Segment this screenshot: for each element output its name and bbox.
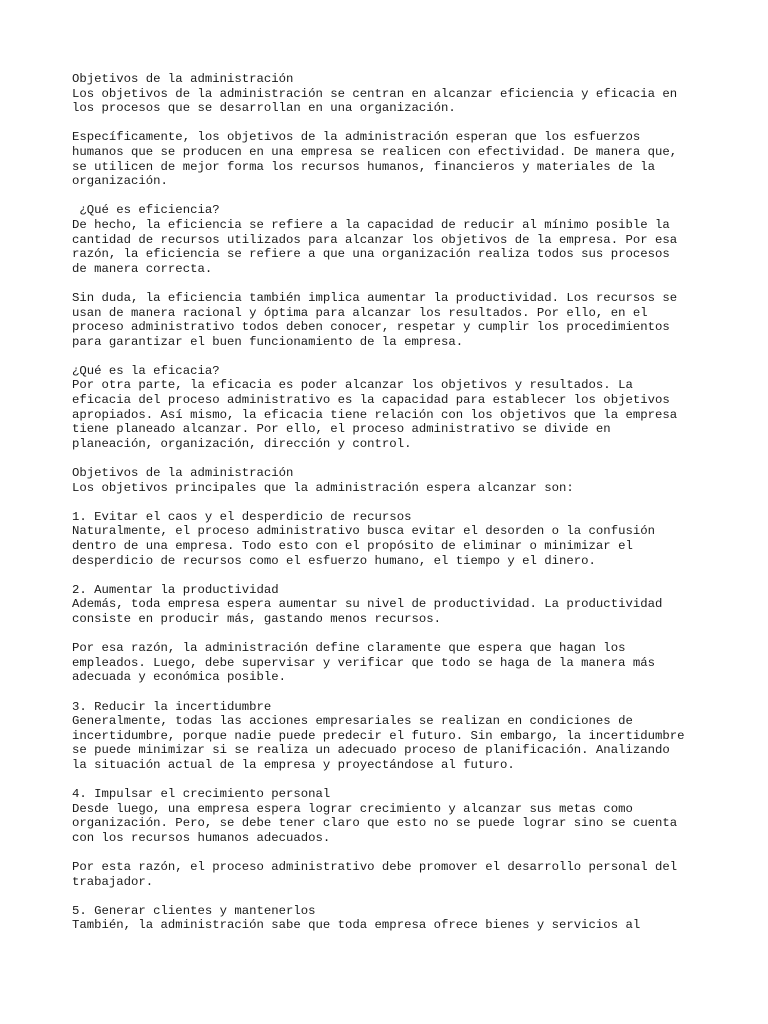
text-line: 4. Impulsar el crecimiento personal [72,787,331,802]
paragraph [72,787,712,845]
text-line: usan de manera racional y óptima para alcanzar los resultados. Por ello, en el [72,305,648,320]
text-line: se puede minimizar si se realiza un adecuado proceso de planificación. Analizando [72,743,670,758]
text-line: desperdicio de recursos como el esfuerzo humano, el tiempo y el dinero. [72,553,596,568]
paragraph [72,466,712,495]
text-line: adecuada y económica posible. [72,670,287,685]
paragraph [72,641,712,685]
text-line: tiene planeado alcanzar. Por ello, el proceso administrativo se divide en [72,422,611,437]
paragraph [72,203,712,276]
paragraph [72,860,712,889]
text-line: de manera correcta. [72,261,213,276]
text-line: Los objetivos principales que la administración espera alcanzar son: [72,480,574,495]
text-line: incertidumbre, porque nadie puede predecir el futuro. Sin embargo, la incertidumbre [72,728,685,743]
text-line: dentro de una empresa. Todo esto con el propósito de eliminar o minimizar el [72,539,633,553]
text-line: eficacia del proceso administrativo es la capacidad para establecer los objetivos [72,393,670,408]
text-line: empleados. Luego, debe supervisar y verificar que todo se haga de la manera más [72,655,655,670]
paragraph [72,510,712,568]
text-line: Naturalmente, el proceso administrativo busca evitar el desorden o la confusión [72,524,655,539]
text-line: los procesos que se desarrollan en una organización. [72,101,456,116]
text-line: organización. [72,174,168,189]
text-line: se utilicen de mejor forma los recursos humanos, financieros y materiales de la [72,159,655,174]
text-line: Objetivos de la administración [72,72,294,86]
text-line: También, la administración sabe que toda empresa ofrece bienes y servicios al [72,918,641,933]
text-line: 3. Reducir la incertidumbre [72,699,272,714]
text-line: De hecho, la eficiencia se refiere a la capacidad de reducir al mínimo posible la [72,217,670,232]
text-line: Por esa razón, la administración define claramente que espera que hagan los [72,641,626,656]
text-line: Objetivos de la administración [72,466,294,481]
text-line: Los objetivos de la administración se centran en alcanzar eficiencia y eficacia en [72,86,678,101]
paragraph [72,583,712,627]
text-line: organización. Pero, se debe tener claro que esto no se puede lograr sino se cuenta [72,816,678,831]
text-line: 5. Generar clientes y mantenerlos [72,903,316,918]
text-line: razón, la eficiencia se refiere a que una organización realiza todos sus procesos [72,247,670,262]
paragraph [72,291,712,349]
text-line: ¿Qué es eficiencia? [72,203,220,218]
text-line: planeación, organización, dirección y control. [72,436,412,451]
paragraph [72,72,712,116]
text-line: humanos que se producen en una empresa se realicen con efectividad. De manera que, [72,144,678,159]
text-line: con los recursos humanos adecuados. [72,830,331,845]
text-line: la situación actual de la empresa y proyectándose al futuro. [72,757,515,772]
text-line: Por otra parte, la eficacia es poder alcanzar los objetivos y resultados. La [72,378,633,393]
text-line: Sin duda, la eficiencia también implica aumentar la productividad. Los recursos se [72,290,678,305]
text-line: Además, toda empresa espera aumentar su nivel de productividad. La productividad [72,597,663,612]
paragraph [72,904,712,933]
text-line: Por esta razón, el proceso administrativo debe promover el desarrollo personal del [72,860,678,875]
text-line: 2. Aumentar la productividad [72,582,279,597]
text-line: para garantizar el buen funcionamiento de la empresa. [72,334,464,349]
text-line: trabajador. [72,874,154,889]
document-body [72,72,712,948]
paragraph [72,130,712,188]
text-line: cantidad de recursos utilizados para alcanzar los objetivos de la empresa. Por esa [72,232,678,247]
text-line: Generalmente, todas las acciones empresariales se realizan en condiciones de [72,714,633,729]
paragraph [72,364,712,452]
text-line: Específicamente, los objetivos de la administración esperan que los esfuerzos [72,130,641,145]
text-line: proceso administrativo todos deben conocer, respetar y cumplir los procedimientos [72,320,670,335]
text-line: 1. Evitar el caos y el desperdicio de recursos [72,509,412,524]
text-line: apropiados. Así mismo, la eficacia tiene relación con los objetivos que la empresa [72,407,678,422]
paragraph [72,700,712,773]
text-line: consiste en producir más, gastando menos recursos. [72,611,441,626]
text-line: ¿Qué es la eficacia? [72,363,220,378]
text-line: Desde luego, una empresa espera lograr crecimiento y alcanzar sus metas como [72,801,633,816]
